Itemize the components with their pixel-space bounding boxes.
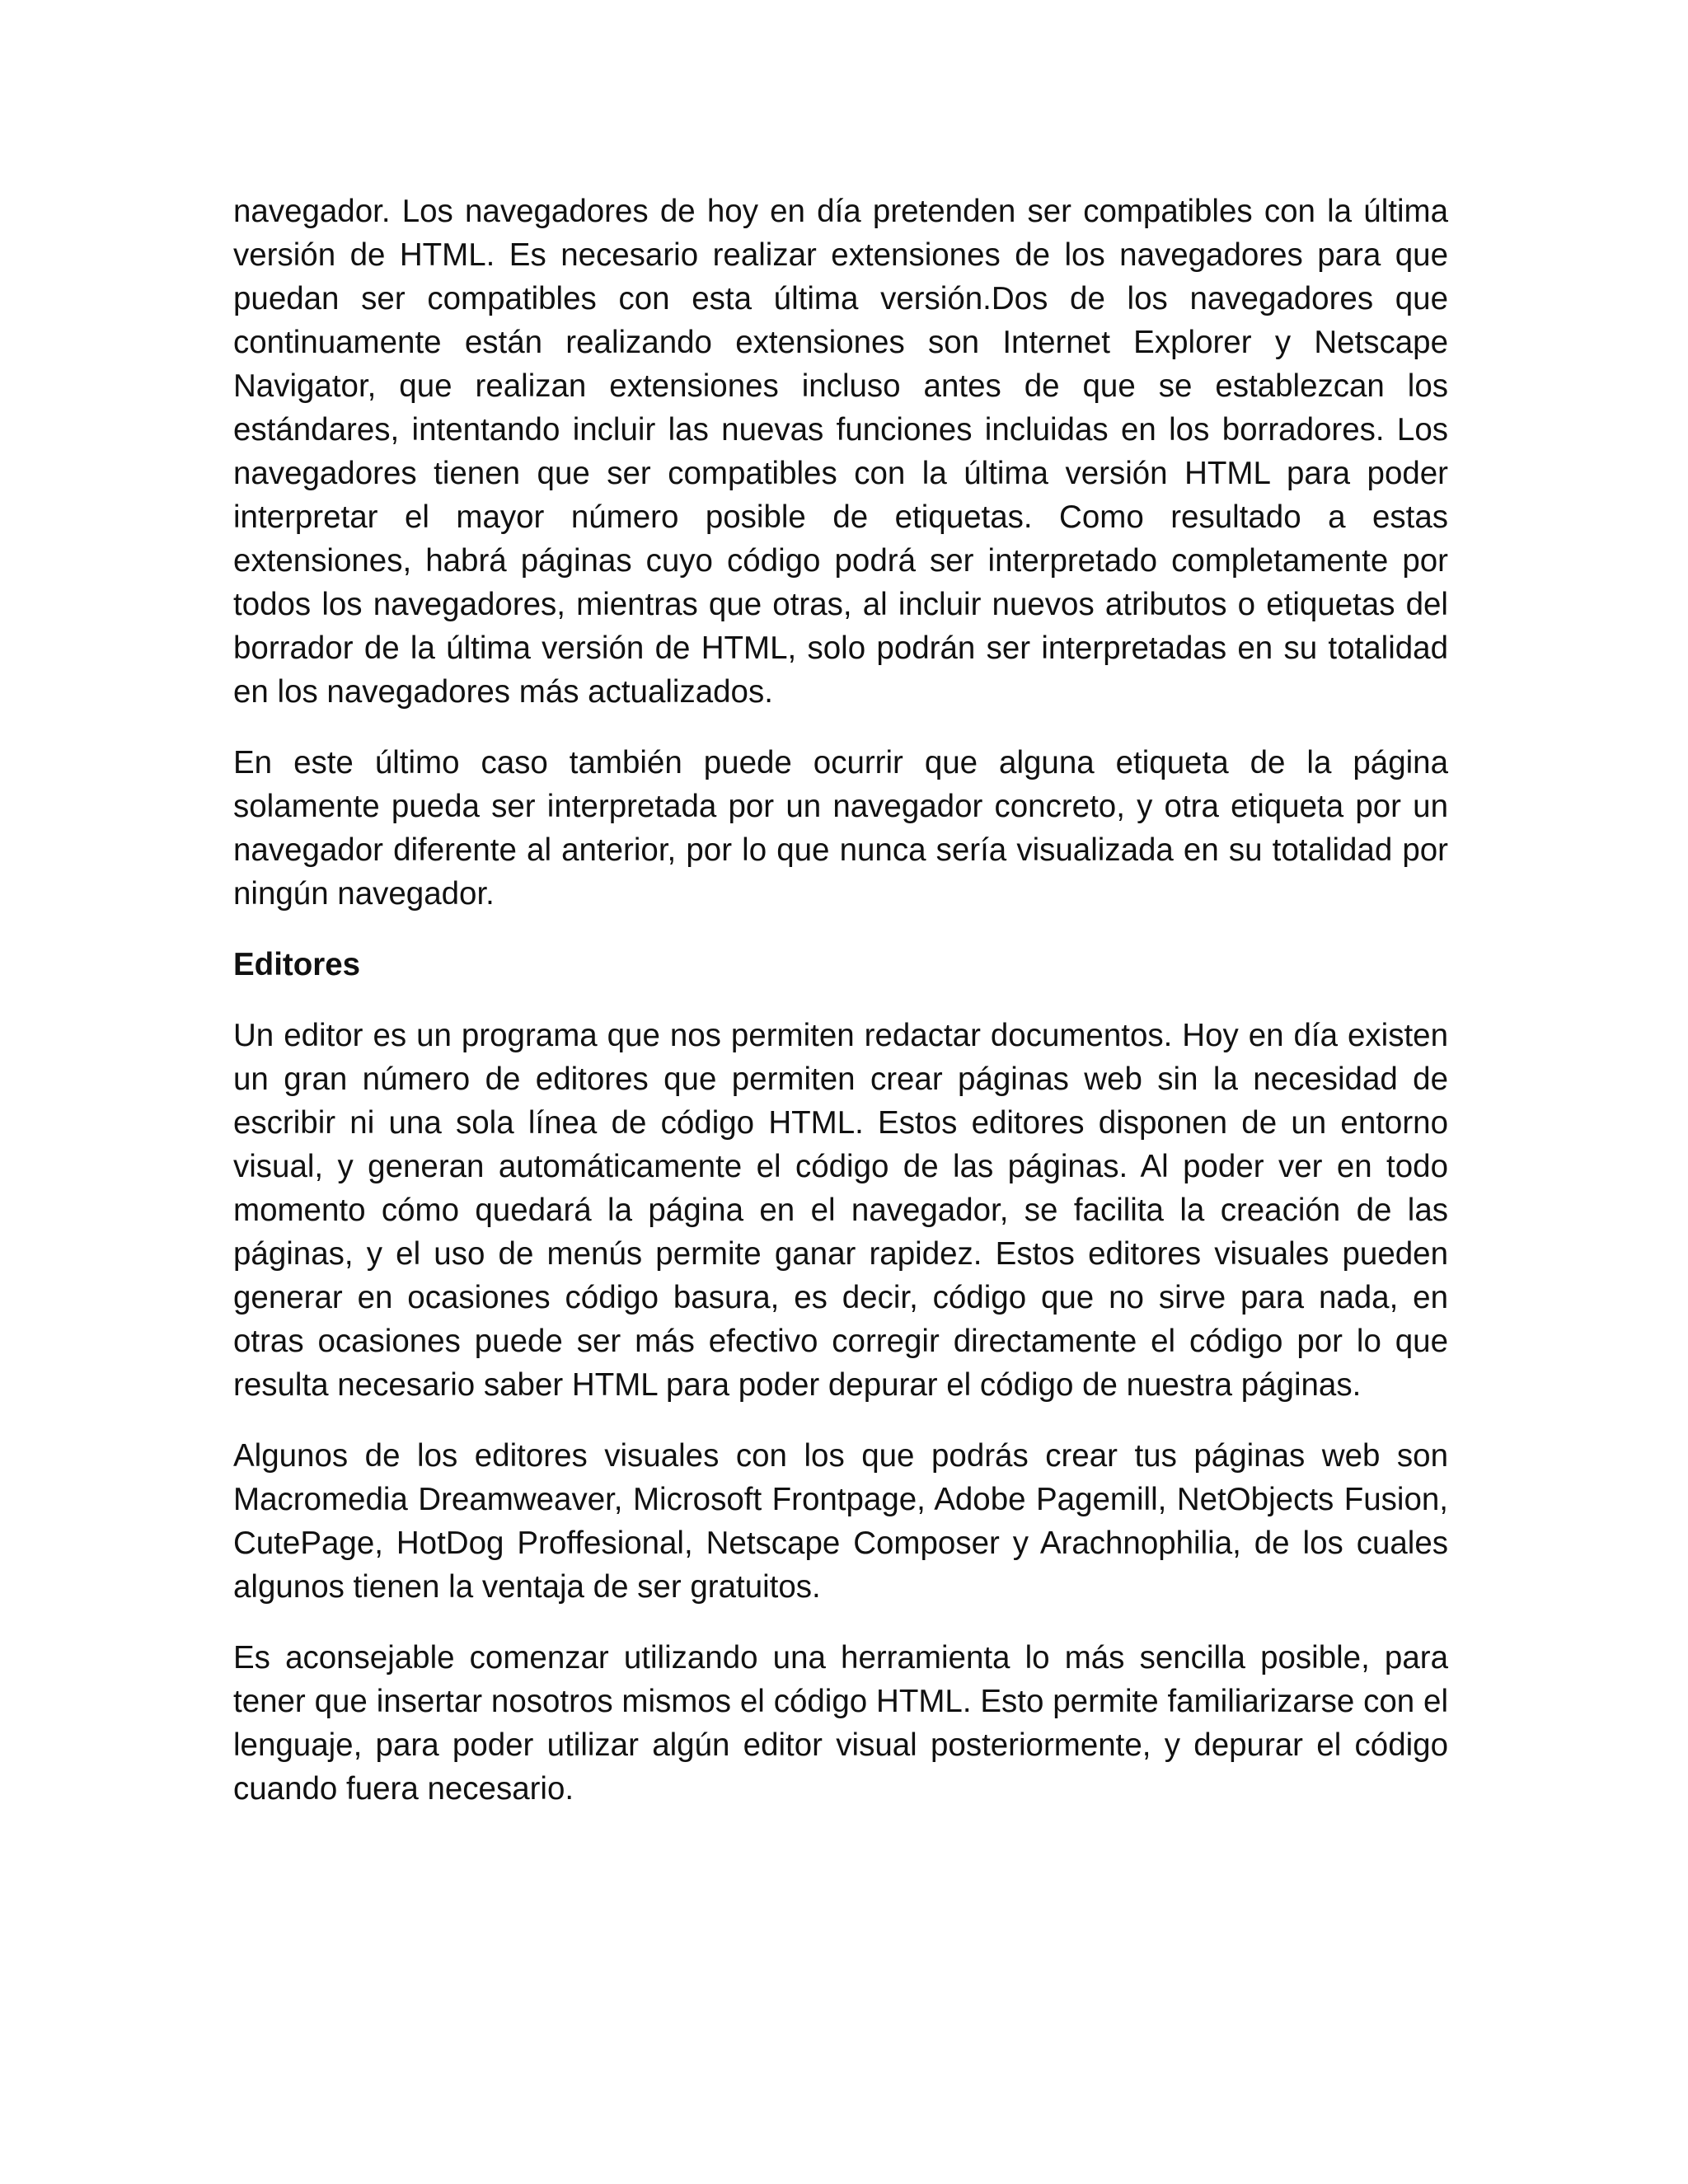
paragraph-partial-rendering: En este último caso también puede ocurrir que alguna etiqueta de la página solamente pueda ser interpretada por un navegador concreto, y otra etiqueta por un navegador diferente al anterior, por lo que nunca sería visualizada en su totalidad por ningún navegador.: [233, 745, 1448, 912]
paragraph-browser-extensions: navegador. Los navegadores de hoy en día pretenden ser compatibles con la última versión de HTML. Es necesario realizar extensiones de los navegadores para que puedan ser compatibles con esta última versión.Dos de los navegadores que continuamente están realizando extensiones son Internet Explorer y Netscape Navigator, que realizan extensiones incluso antes de que se establezcan los estándares, intentando incluir las nuevas funciones incluidas en los borradores. Los navegadores tienen que ser compatibles con la última versión HTML para poder interpretar el mayor número posible de etiquetas. Como resultado a estas extensiones, habrá páginas cuyo código podrá ser interpretado completamente por todos los navegadores, mientras que otras, al incluir nuevos atributos o etiquetas del borrador de la última versión de HTML, solo podrán ser interpretadas en su totalidad en los navegadores más actualizados.: [233, 194, 1448, 710]
document-body: [233, 190, 1448, 1838]
paragraph-visual-editors-list: Algunos de los editores visuales con los que podrás crear tus páginas web son Macromedia Dreamweaver, Microsoft Frontpage, Adobe Pagemill, NetObjects Fusion, CutePage, HotDog Proffesional, Netscape Composer y Arachnophilia, de los cuales algunos tienen la ventaja de ser gratuitos.: [233, 1438, 1448, 1605]
section-heading-editores: Editores: [233, 947, 361, 982]
paragraph-recommendation: Es aconsejable comenzar utilizando una herramienta lo más sencilla posible, para tener que insertar nosotros mismos el código HTML. Esto permite familiarizarse con el lenguaje, para poder utilizar algún editor visual posteriormente, y depurar el código cuando fuera necesario.: [233, 1640, 1448, 1807]
paragraph-editor-definition: Un editor es un programa que nos permiten redactar documentos. Hoy en día existen un gran número de editores que permiten crear páginas web sin la necesidad de escribir ni una sola línea de código HTML. Estos editores disponen de un entorno visual, y generan automáticamente el código de las páginas. Al poder ver en todo momento cómo quedará la página en el navegador, se facilita la creación de las páginas, y el uso de menús permite ganar rapidez. Estos editores visuales pueden generar en ocasiones código basura, es decir, código que no sirve para nada, en otras ocasiones puede ser más efectivo corregir directamente el código por lo que resulta necesario saber HTML para poder depurar el código de nuestra páginas.: [233, 1018, 1448, 1403]
